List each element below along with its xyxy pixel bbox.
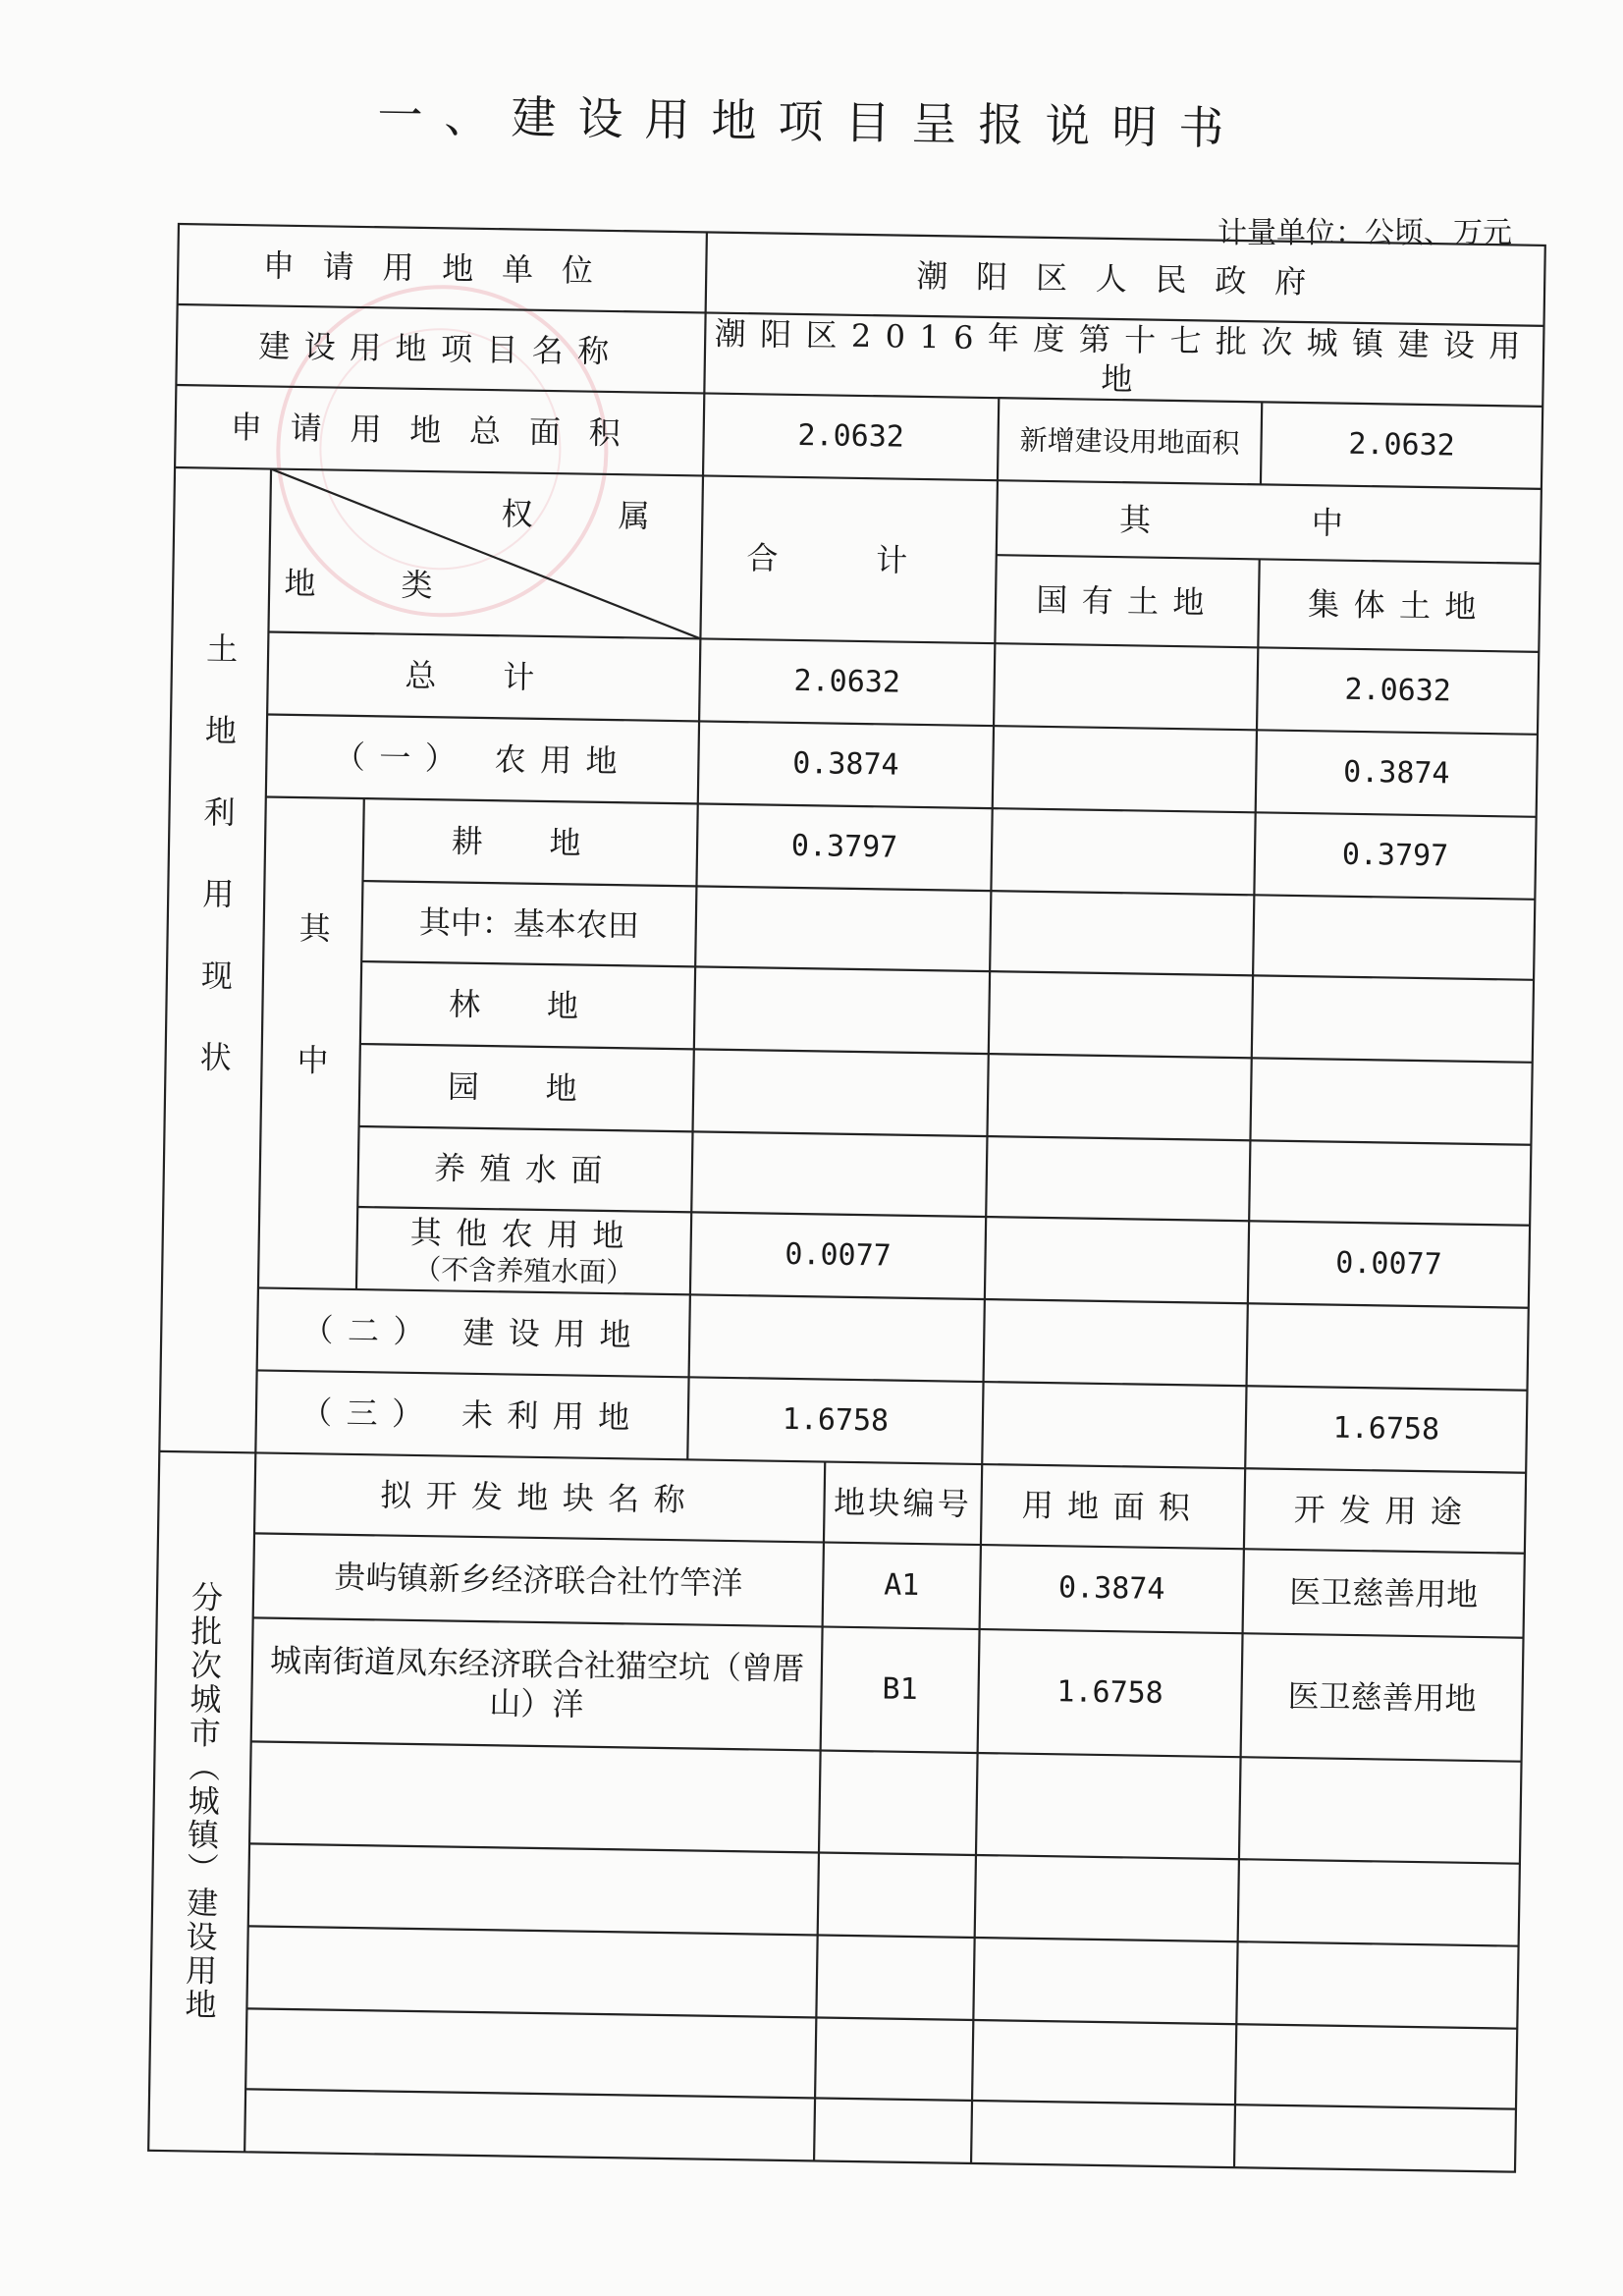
row-basic-farmland-label: 其中：基本农田: [418, 902, 640, 945]
parcel-name-header: 拟开发地块名称: [379, 1476, 700, 1519]
parcel-row-5-name: [246, 1926, 817, 2017]
parcel-row-2-name: 城南街道凤东经济联合社猫空坑（曾厝山）洋: [269, 1641, 805, 1723]
row-basic-farmland-collective: [1253, 895, 1535, 979]
row-garden-label: 园 地: [447, 1067, 606, 1108]
row-aquaculture-sum: [691, 1131, 987, 1217]
row-agri-label: （一） 农用地: [333, 738, 632, 781]
row-basic-farmland-sum: [695, 886, 991, 971]
among-column-header: 其 中: [1118, 501, 1419, 543]
parcel-row-6-name: [245, 2008, 816, 2098]
row-aquaculture-label: 养殖水面: [433, 1149, 617, 1190]
parcel-row-2-area: 1.6758: [1056, 1674, 1164, 1712]
row-other-agri-sum: 0.0077: [784, 1237, 893, 1274]
unit-note: 计量单位：公顷、万元: [1217, 216, 1512, 250]
row-aquaculture-state: [986, 1136, 1250, 1221]
row-total-collective: 2.0632: [1344, 672, 1452, 709]
landuse-section-label: 土地利用现状: [193, 631, 240, 1123]
parcel-row-1-code: A1: [883, 1567, 920, 1604]
sum-column-header: 合 计: [746, 539, 952, 580]
collective-land-header: 集体土地: [1307, 585, 1491, 627]
parcel-row-1-use: 医卫慈善用地: [1288, 1572, 1479, 1613]
row-farmland-sum: 0.3797: [790, 829, 898, 865]
parcel-row-3-name: [249, 1741, 821, 1852]
row-garden-collective: [1250, 1058, 1532, 1144]
row-construction-sum: [689, 1294, 985, 1382]
row-total-sum: 2.0632: [793, 664, 901, 700]
row-aquaculture-collective: [1249, 1140, 1531, 1225]
total-area-value: 2.0632: [797, 418, 905, 455]
new-area-label: 新增建设用地面积: [1019, 423, 1240, 460]
new-area-value: 2.0632: [1348, 427, 1456, 464]
ownership-label: 权 属: [501, 495, 688, 536]
subgroup-label: 其中: [290, 910, 332, 1175]
row-total-label: 总 计: [405, 656, 564, 697]
parcel-use-header: 开发用途: [1293, 1491, 1477, 1531]
row-other-agri-sublabel: （不含养殖水面）: [413, 1252, 634, 1288]
row-unused-state: [982, 1382, 1246, 1468]
row-unused-label: （三） 未利用地: [299, 1394, 644, 1437]
row-unused-sum: 1.6758: [782, 1402, 890, 1439]
row-other-agri-state: [985, 1217, 1249, 1303]
applicant-value: 潮阳区人民政府: [916, 256, 1335, 301]
row-forest-collective: [1252, 975, 1534, 1062]
project-name-label: 建设用地项目名称: [258, 327, 623, 371]
project-name-value: 潮阳区2016年度第十七批次城镇建设用地: [714, 314, 1535, 399]
parcel-row-2-use: 医卫慈善用地: [1287, 1676, 1477, 1718]
row-construction-state: [984, 1299, 1248, 1386]
state-land-header: 国有土地: [1035, 580, 1219, 622]
row-garden-state: [987, 1054, 1251, 1140]
row-garden-sum: [693, 1049, 989, 1136]
parcel-row-2-code: B1: [882, 1671, 918, 1708]
parcel-section-label: 分批次城市（城镇）建设用地: [180, 1580, 225, 2023]
parcel-area-header: 用地面积: [1021, 1486, 1205, 1527]
row-farmland-collective: 0.3797: [1341, 837, 1449, 874]
row-other-agri-cell: [356, 1207, 691, 1294]
landtype-label: 地 类: [284, 564, 471, 605]
row-farmland-label: 耕 地: [451, 822, 610, 862]
row-other-agri-label: 其他农用地: [409, 1213, 639, 1255]
row-unused-collective: 1.6758: [1332, 1410, 1440, 1448]
total-area-label: 申请用地总面积: [230, 408, 649, 453]
row-construction-label: （二） 建设用地: [301, 1311, 646, 1354]
applicant-label: 申请用地单位: [262, 246, 622, 291]
parcel-row-4-name: [248, 1843, 819, 1935]
row-agri-state: [993, 726, 1257, 812]
row-forest-state: [989, 971, 1253, 1058]
application-form: [146, 222, 1551, 2176]
row-farmland-state: [991, 808, 1255, 895]
row-other-agri-collective: 0.0077: [1335, 1245, 1442, 1283]
parcel-row-1-name: 贵屿镇新乡经济联合社竹竿洋: [334, 1558, 743, 1603]
page-title: 一、建设用地项目呈报说明书: [377, 88, 1246, 155]
row-forest-sum: [694, 966, 990, 1054]
parcel-code-header: 地块编号: [833, 1483, 973, 1523]
row-construction-collective: [1247, 1303, 1529, 1390]
row-agri-sum: 0.3874: [791, 746, 899, 783]
row-total-state: [994, 643, 1258, 730]
row-forest-label: 林 地: [448, 985, 608, 1025]
row-agri-collective: 0.3874: [1342, 754, 1450, 792]
parcel-row-1-area: 0.3874: [1057, 1570, 1165, 1608]
row-basic-farmland-state: [990, 891, 1254, 975]
